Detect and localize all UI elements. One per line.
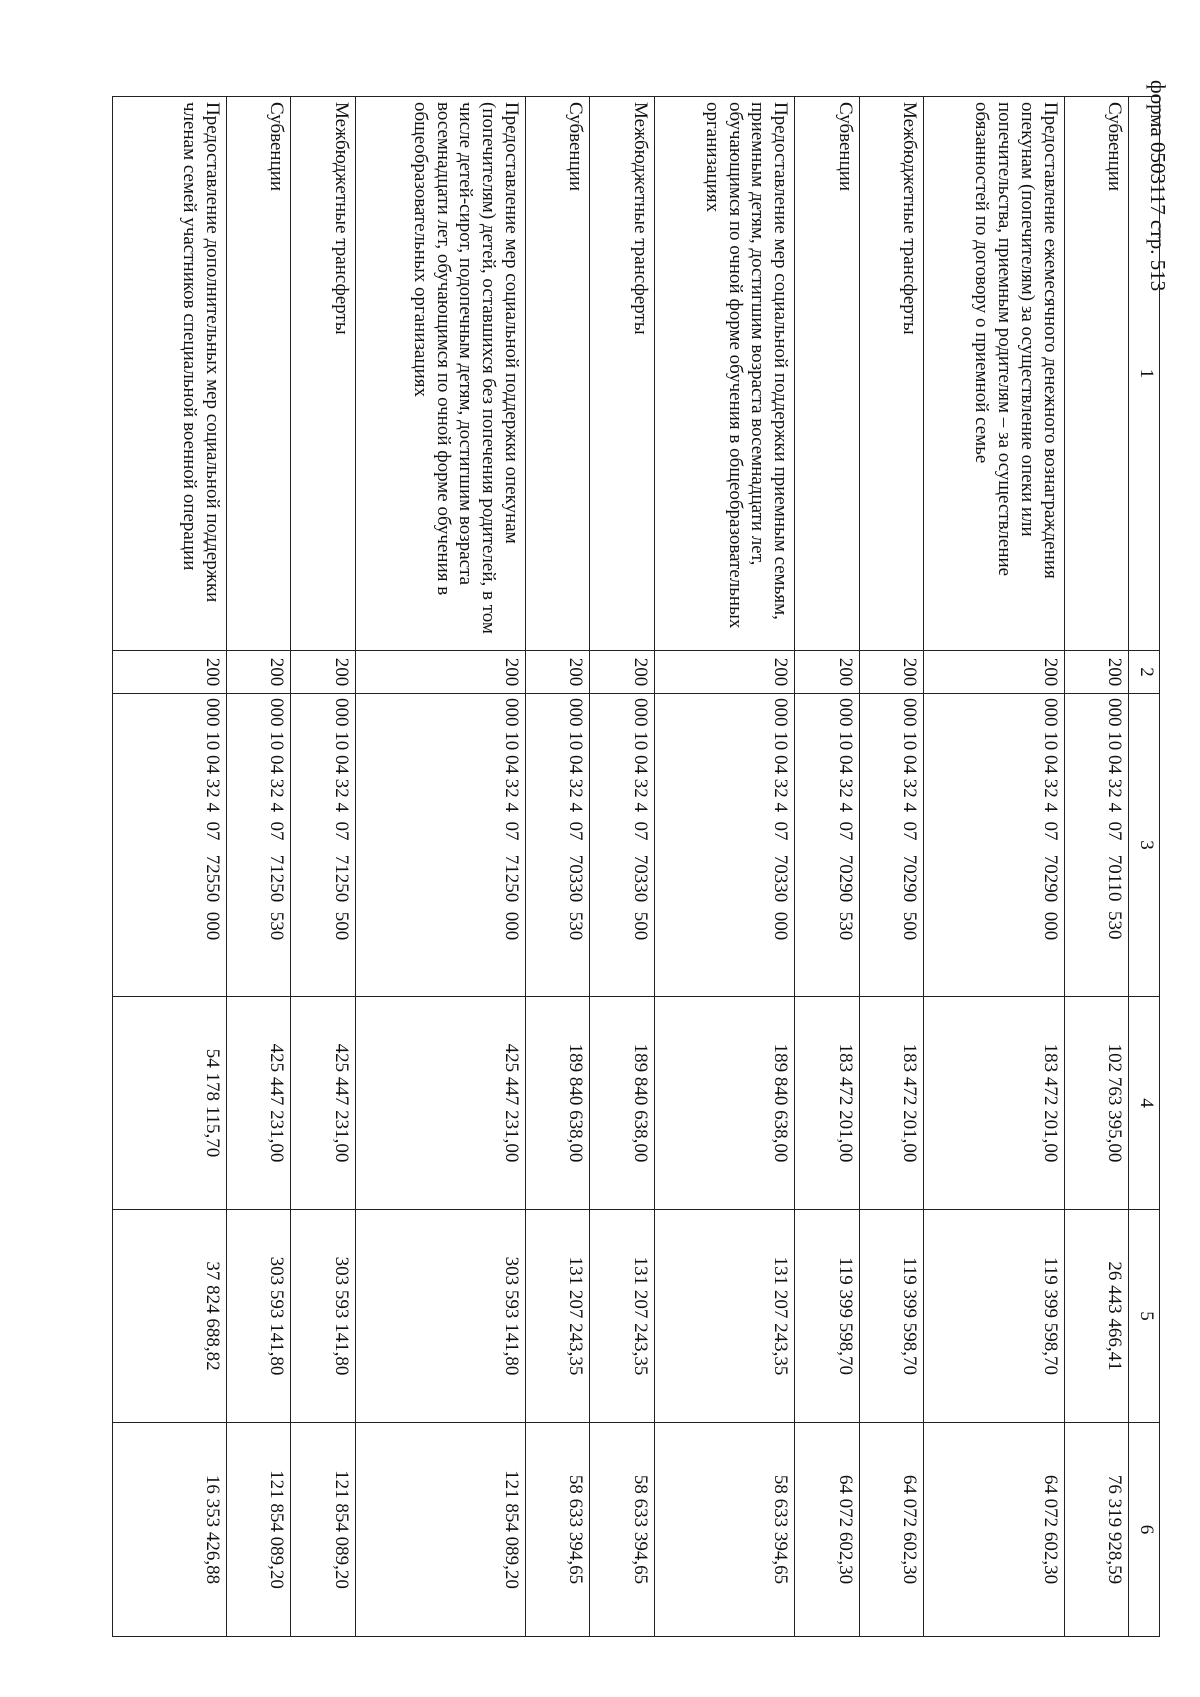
row-code-cell: 200 (859, 651, 924, 694)
row-name-cell: Предоставление мер социальной поддержки опекунам (попечителям) детей, оставшихся без попечения родителей, в том числе детей-сирот, подопечным детям, достигшим возраста восемнадцати лет, обучающимся по очной форме обучения в общеобразовательных организациях (355, 97, 525, 651)
row-code-cell: 200 (291, 651, 356, 694)
row-unexecuted-amount-cell: 121 854 089,20 (291, 1423, 356, 1637)
row-approved-amount-cell: 189 840 638,00 (525, 997, 590, 1210)
row-classification-cell: 000 10 04 32 4 07 71250 530 (226, 694, 291, 997)
row-approved-amount-cell: 425 447 231,00 (226, 997, 291, 1210)
row-executed-amount-cell: 119 399 598,70 (924, 1210, 1064, 1423)
row-name-cell: Предоставление мер социальной поддержки приемным семьям, приемным детям, достигшим возраста восемнадцати лет, обучающимся по очной форме обучения в общеобразовательных организациях (655, 97, 795, 651)
row-code-cell: 200 (355, 651, 525, 694)
row-classification-cell: 000 10 04 32 4 07 71250 000 (355, 694, 525, 997)
report-table (112, 96, 1160, 1637)
row-classification-cell: 000 10 04 32 4 07 70290 500 (859, 694, 924, 997)
table-row (859, 97, 924, 1637)
row-approved-amount-cell: 102 763 395,00 (1064, 997, 1129, 1210)
row-classification-cell: 000 10 04 32 4 07 70330 530 (525, 694, 590, 997)
row-name-cell: Межбюджетные трансферты (590, 97, 655, 651)
row-unexecuted-amount-cell: 58 633 394,65 (590, 1423, 655, 1637)
row-code-cell: 200 (1064, 651, 1129, 694)
row-approved-amount-cell: 425 447 231,00 (355, 997, 525, 1210)
row-name-cell: Субвенции (1064, 97, 1129, 651)
row-code-cell: 200 (113, 651, 227, 694)
row-classification-cell: 000 10 04 32 4 07 70290 530 (795, 694, 860, 997)
row-name-cell: Предоставление дополнительных мер социальной поддержки членам семей участников специальной военной операции (113, 97, 227, 651)
row-code-cell: 200 (525, 651, 590, 694)
column-header-4: 4 (1129, 997, 1160, 1210)
row-executed-amount-cell: 26 443 466,41 (1064, 1210, 1129, 1423)
row-code-cell: 200 (226, 651, 291, 694)
row-name-cell: Межбюджетные трансферты (859, 97, 924, 651)
row-name-cell: Предоставление ежемесячного денежного вознаграждения опекунам (попечителям) за осуществление опеки или попечительства, приемным родителям – за осуществление обязанностей по договору о приемной семье (924, 97, 1064, 651)
row-code-cell: 200 (924, 651, 1064, 694)
column-header-2: 2 (1129, 651, 1160, 694)
row-unexecuted-amount-cell: 76 319 928,59 (1064, 1423, 1129, 1637)
form-label: форма 0503117 стр. 513 (1146, 80, 1170, 292)
row-code-cell: 200 (655, 651, 795, 694)
row-unexecuted-amount-cell: 121 854 089,20 (226, 1423, 291, 1637)
row-unexecuted-amount-cell: 58 633 394,65 (525, 1423, 590, 1637)
row-unexecuted-amount-cell: 64 072 602,30 (795, 1423, 860, 1637)
table-row (291, 97, 356, 1637)
table-row (1064, 97, 1129, 1637)
row-executed-amount-cell: 303 593 141,80 (226, 1210, 291, 1423)
row-approved-amount-cell: 189 840 638,00 (590, 997, 655, 1210)
row-approved-amount-cell: 189 840 638,00 (655, 997, 795, 1210)
row-approved-amount-cell: 54 178 115,70 (113, 997, 227, 1210)
row-code-cell: 200 (795, 651, 860, 694)
row-executed-amount-cell: 131 207 243,35 (525, 1210, 590, 1423)
row-executed-amount-cell: 119 399 598,70 (859, 1210, 924, 1423)
table-row (226, 97, 291, 1637)
table-row (113, 97, 227, 1637)
row-executed-amount-cell: 37 824 688,82 (113, 1210, 227, 1423)
row-name-cell: Субвенции (226, 97, 291, 651)
row-executed-amount-cell: 131 207 243,35 (590, 1210, 655, 1423)
row-approved-amount-cell: 183 472 201,00 (859, 997, 924, 1210)
column-header-5: 5 (1129, 1210, 1160, 1423)
row-unexecuted-amount-cell: 16 353 426,88 (113, 1423, 227, 1637)
row-name-cell: Субвенции (795, 97, 860, 651)
row-executed-amount-cell: 119 399 598,70 (795, 1210, 860, 1423)
row-unexecuted-amount-cell: 121 854 089,20 (355, 1423, 525, 1637)
row-classification-cell: 000 10 04 32 4 07 70330 000 (655, 694, 795, 997)
row-executed-amount-cell: 303 593 141,80 (355, 1210, 525, 1423)
table-row (355, 97, 525, 1637)
row-executed-amount-cell: 303 593 141,80 (291, 1210, 356, 1423)
column-header-1: 1 (1129, 97, 1160, 651)
row-classification-cell: 000 10 04 32 4 07 71250 500 (291, 694, 356, 997)
row-unexecuted-amount-cell: 64 072 602,30 (859, 1423, 924, 1637)
row-classification-cell: 000 10 04 32 4 07 70330 500 (590, 694, 655, 997)
row-code-cell: 200 (590, 651, 655, 694)
row-approved-amount-cell: 183 472 201,00 (795, 997, 860, 1210)
row-classification-cell: 000 10 04 32 4 07 70110 530 (1064, 694, 1129, 997)
report-table-container (112, 96, 1160, 1636)
column-header-6: 6 (1129, 1423, 1160, 1637)
table-row (525, 97, 590, 1637)
row-classification-cell: 000 10 04 32 4 07 70290 000 (924, 694, 1064, 997)
row-name-cell: Межбюджетные трансферты (291, 97, 356, 651)
row-executed-amount-cell: 131 207 243,35 (655, 1210, 795, 1423)
table-row (924, 97, 1064, 1637)
row-unexecuted-amount-cell: 58 633 394,65 (655, 1423, 795, 1637)
row-classification-cell: 000 10 04 32 4 07 72550 000 (113, 694, 227, 997)
column-header-3: 3 (1129, 694, 1160, 997)
row-name-cell: Субвенции (525, 97, 590, 651)
table-row (655, 97, 795, 1637)
header-row (1129, 97, 1160, 1637)
row-unexecuted-amount-cell: 64 072 602,30 (924, 1423, 1064, 1637)
table-row (795, 97, 860, 1637)
row-approved-amount-cell: 183 472 201,00 (924, 997, 1064, 1210)
row-approved-amount-cell: 425 447 231,00 (291, 997, 356, 1210)
table-row (590, 97, 655, 1637)
